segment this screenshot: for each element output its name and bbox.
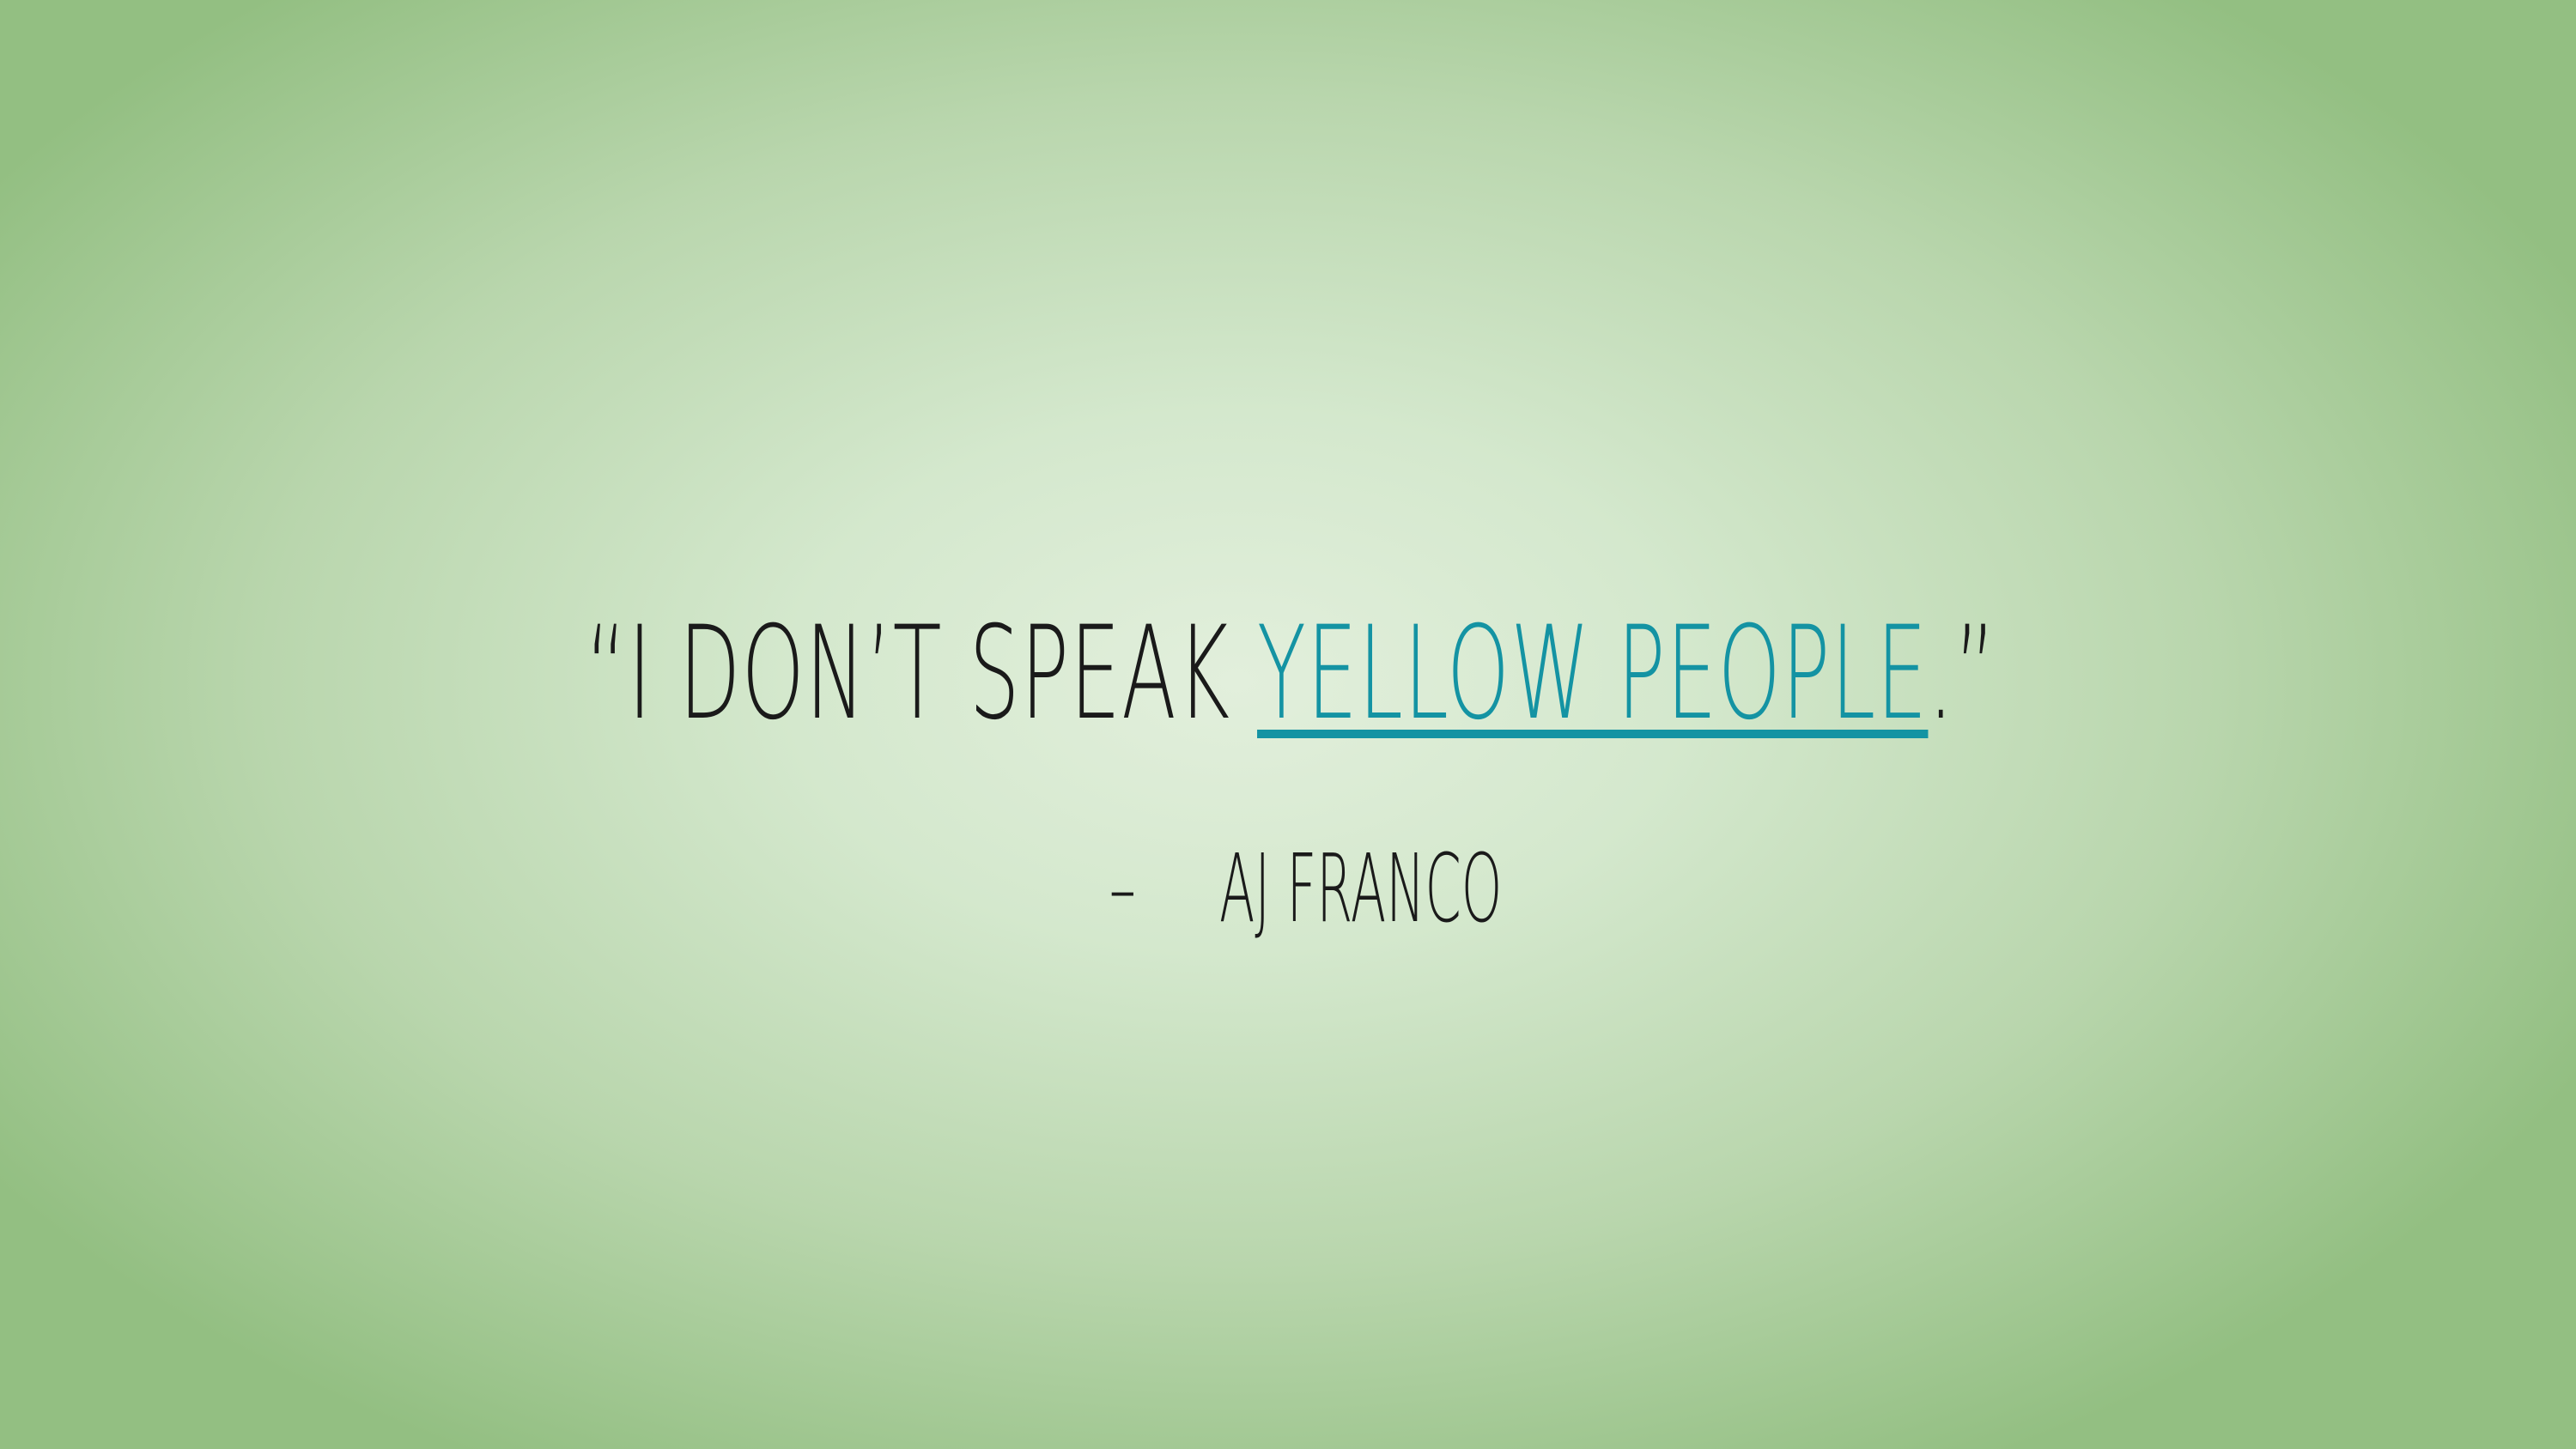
attribution-name: AJ FRANCO — [1219, 834, 1503, 943]
quote-text — [493, 592, 2090, 755]
quote-close-text: .” — [1928, 599, 1997, 749]
attribution-dash: - — [1108, 840, 1138, 937]
attribution — [0, 833, 2576, 944]
quote-open-text: “I DON’T SPEAK — [585, 599, 1258, 749]
quote-hyperlink[interactable]: YELLOW PEOPLE — [1257, 599, 1929, 749]
